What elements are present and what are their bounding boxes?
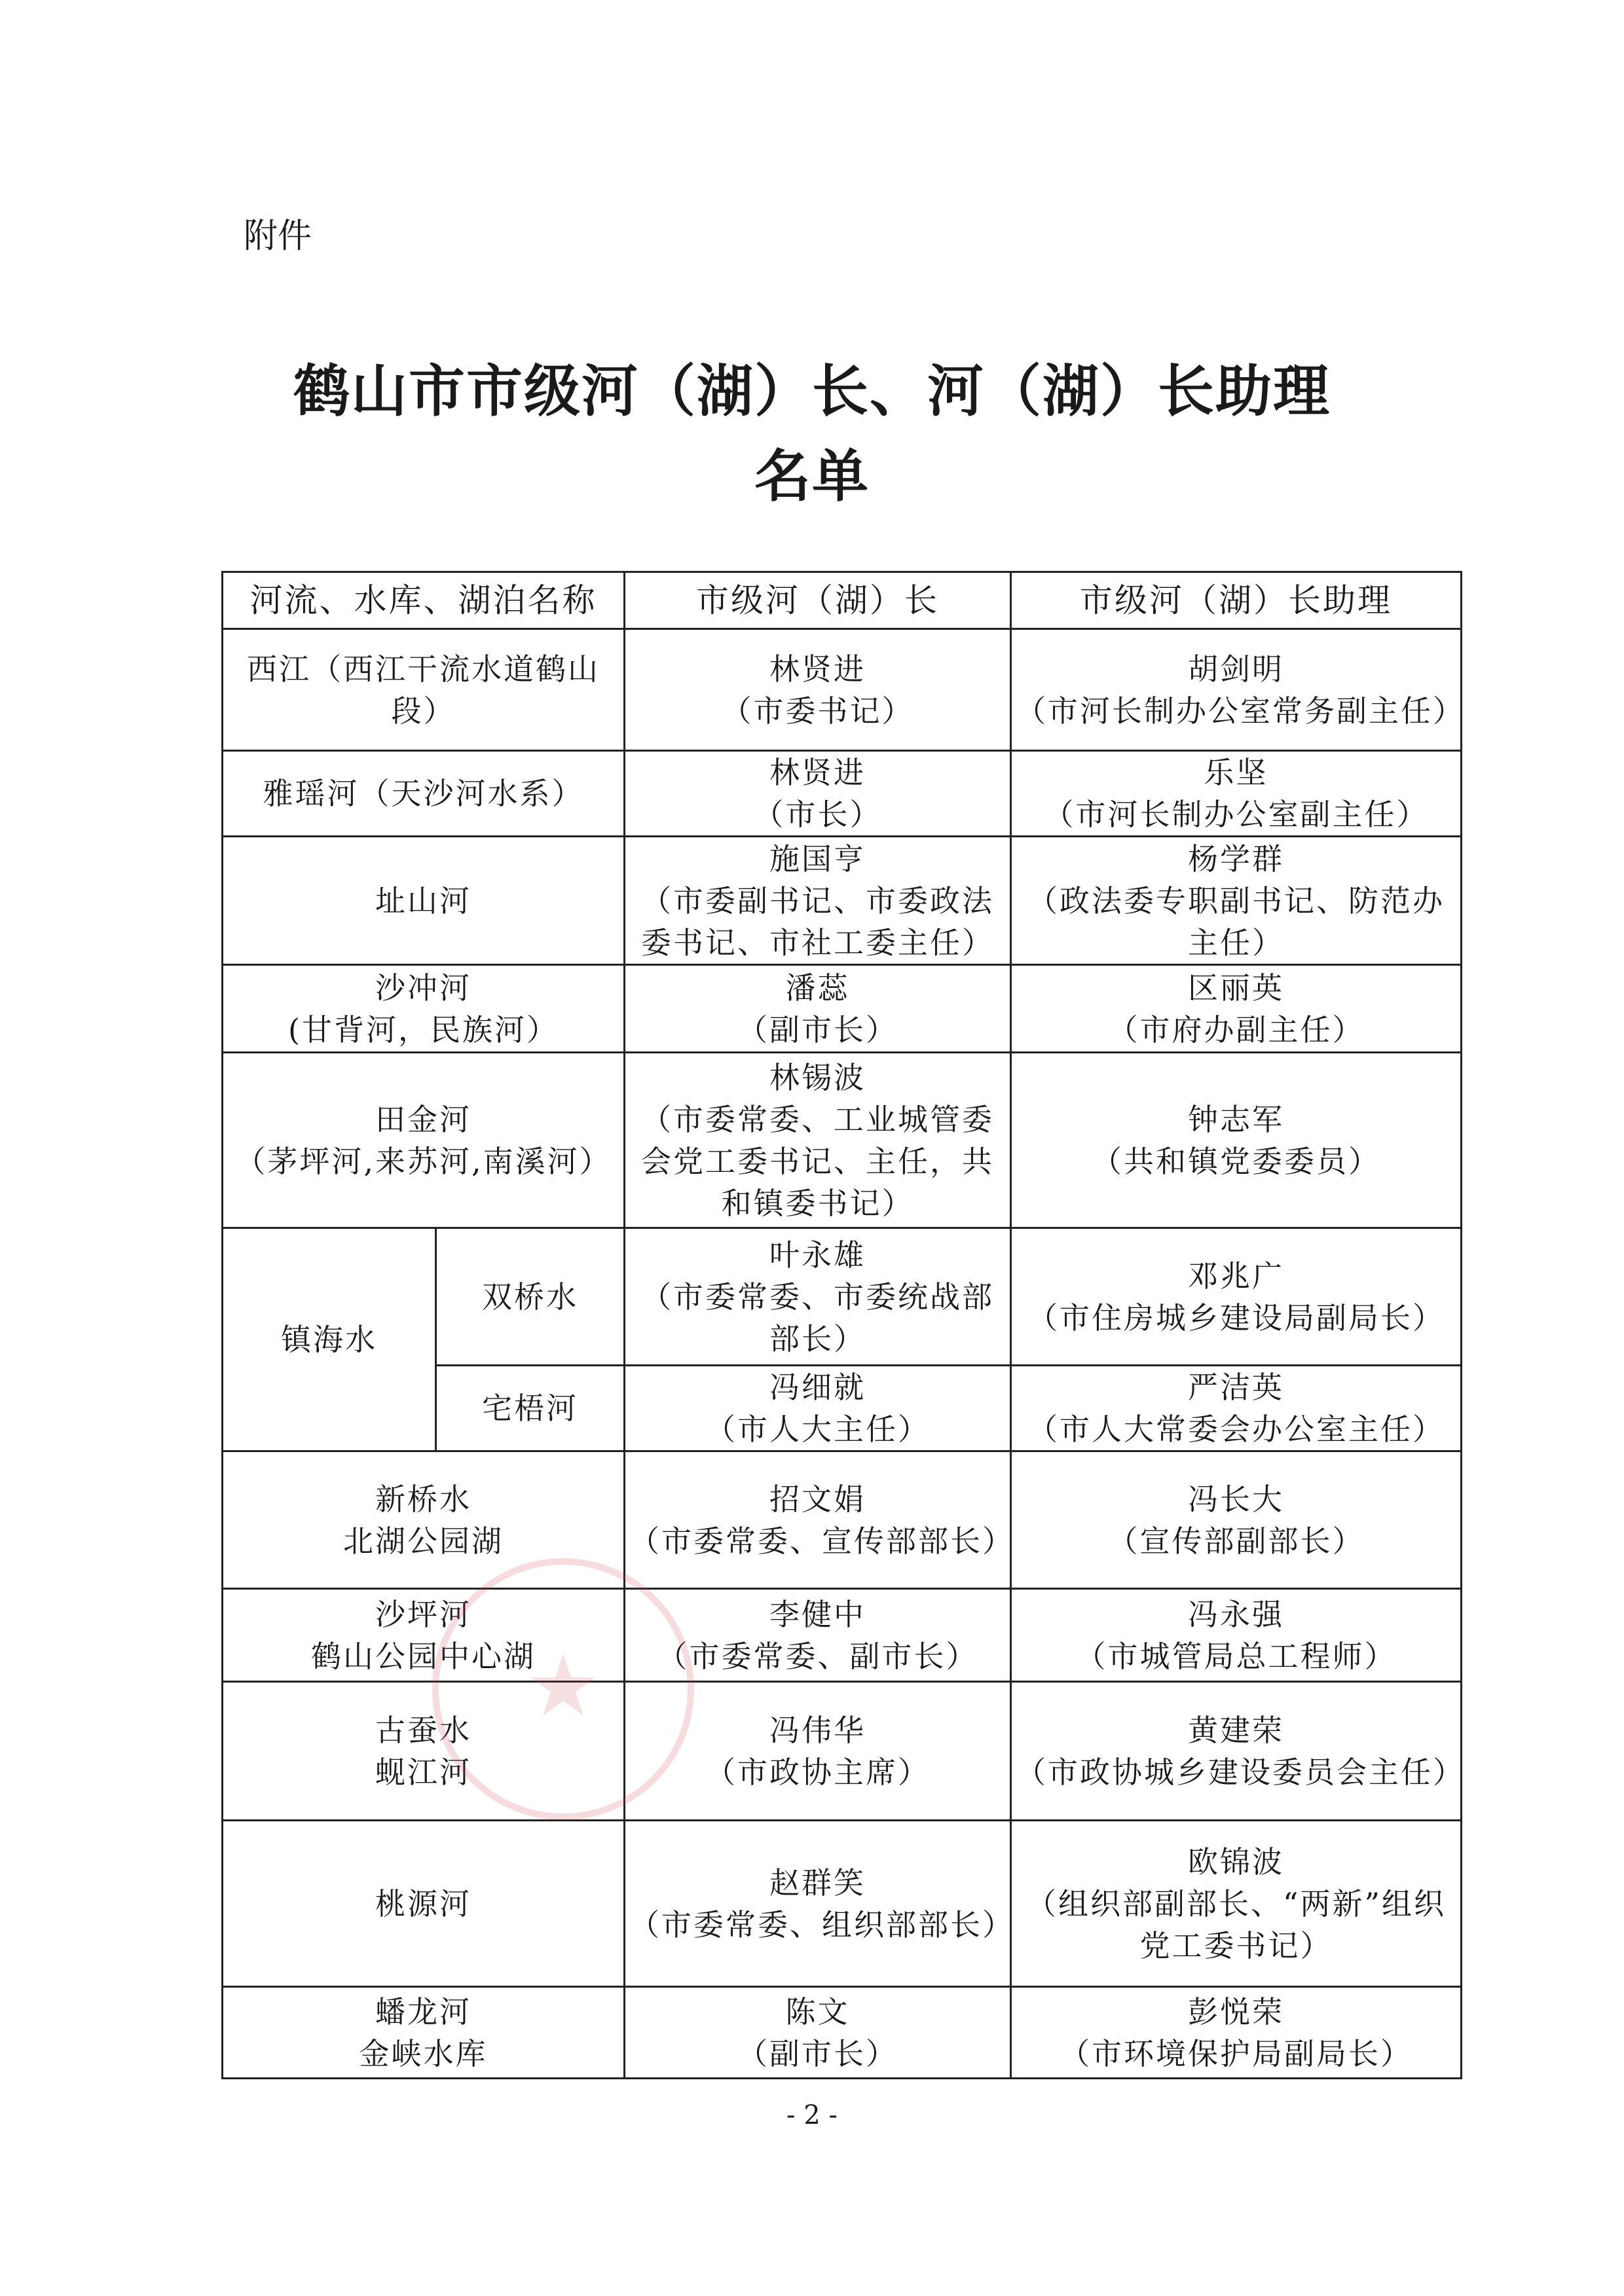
water-name: 蟠龙河 [375, 1994, 471, 2030]
assistant-name: 黄建荣 [1188, 1712, 1284, 1748]
water-name-cell [436, 1366, 625, 1451]
assistant-cell [1011, 1366, 1462, 1451]
water-name: 雅瑶河（天沙河水系） [263, 776, 584, 811]
water-name: 古蚕水 [375, 1712, 471, 1748]
table-header-row [223, 572, 1462, 629]
assistant-cell [1011, 629, 1465, 751]
chief-role: （市委常委、工业城管委会党工委书记、主任，共和镇委书记） [641, 1101, 994, 1221]
chief-cell [625, 1451, 1014, 1589]
assistant-name: 钟志军 [1188, 1101, 1284, 1137]
chief-name: 招文娟 [769, 1481, 866, 1517]
chief-role: （市人大主任） [705, 1412, 930, 1447]
water-group-cell [223, 1228, 436, 1451]
chief-role: （市委副书记、市委政法委书记、市社工委主任） [641, 883, 994, 960]
assistant-cell [1011, 1451, 1462, 1589]
header-chief-assistant: 市级河（湖）长助理 [1011, 572, 1462, 629]
assistant-name: 区丽英 [1188, 970, 1284, 1006]
chief-cell [625, 751, 1011, 837]
assistant-cell [1011, 751, 1462, 837]
assistant-role: （市人大常委会办公室主任） [1027, 1412, 1445, 1447]
water-name: 宅梧河 [482, 1391, 578, 1426]
assistant-role: （市政协城乡建设委员会主任） [1016, 1754, 1465, 1790]
chief-name: 林锡波 [769, 1059, 866, 1095]
assistant-name: 欧锦波 [1188, 1844, 1284, 1880]
header-water-name: 河流、水库、湖泊名称 [223, 572, 625, 629]
assistant-cell [1011, 1053, 1462, 1228]
document-title-line2: 名单 [754, 444, 870, 509]
chief-role: （副市长） [737, 1011, 898, 1048]
water-name-cell [223, 1589, 625, 1682]
chief-role: （市政协主席） [705, 1754, 930, 1790]
assistant-role: （市河长制办公室副主任） [1043, 797, 1429, 832]
assistant-name: 杨学群 [1188, 841, 1284, 877]
water-name-cell [223, 1451, 625, 1589]
water-name-sub: (甘背河，民族河） [288, 1011, 559, 1048]
table-row [223, 629, 1462, 751]
assistant-cell [1011, 1228, 1462, 1366]
assistant-role: （市府办副主任） [1107, 1011, 1365, 1048]
assistant-role: （政法委专职副书记、防范办主任） [1027, 883, 1445, 960]
chief-name: 陈文 [785, 1994, 850, 2030]
chief-name: 冯伟华 [769, 1712, 866, 1748]
water-name-sub: 鹤山公园中心湖 [311, 1638, 536, 1674]
chief-cell [625, 1682, 1011, 1821]
water-name-cell [223, 751, 625, 837]
assistant-name: 彭悦荣 [1188, 1994, 1284, 2030]
table-row [223, 1053, 1462, 1228]
water-name-sub: （茅坪河,来苏河,南溪河） [235, 1143, 612, 1179]
water-name: 址山河 [375, 883, 471, 919]
assistant-name: 严洁英 [1188, 1370, 1284, 1405]
water-name: 新桥水 [375, 1481, 471, 1517]
assistant-role: （市城管局总工程师） [1075, 1638, 1397, 1674]
table-row [223, 1228, 1462, 1366]
chief-name: 潘蕊 [785, 970, 850, 1006]
water-name: 田金河 [375, 1101, 471, 1137]
water-name: 沙坪河 [375, 1596, 471, 1632]
table-row [223, 1589, 1462, 1682]
chief-cell [625, 1589, 1011, 1682]
assistant-name: 邓兆广 [1188, 1258, 1284, 1294]
chief-role: （市委常委、宣传部部长） [629, 1523, 1014, 1559]
chief-name: 李健中 [769, 1596, 866, 1632]
chief-name: 施国亨 [769, 841, 866, 877]
water-name: 桃源河 [375, 1886, 471, 1922]
water-group-name: 镇海水 [281, 1322, 377, 1357]
water-name-cell [223, 629, 625, 751]
chief-cell [625, 965, 1011, 1053]
chief-role: （副市长） [737, 2035, 898, 2071]
table-row [223, 751, 1462, 837]
water-name: 西江（西江干流水道鹤山段） [247, 651, 600, 729]
water-name-sub: 蚬江河 [375, 1754, 471, 1790]
assistant-cell [1011, 1821, 1462, 1987]
table-row [223, 1682, 1462, 1821]
assistant-name: 冯长大 [1188, 1481, 1284, 1517]
document-title: 鹤山市市级河（湖）长、河（湖）长助理 [293, 359, 1331, 424]
chief-cell [625, 1987, 1011, 2079]
water-name: 沙冲河 [375, 970, 471, 1006]
water-name-cell [223, 1821, 625, 1987]
chief-cell [625, 629, 1011, 751]
water-name-cell [223, 1682, 625, 1821]
page-number: - 2 - [786, 2100, 838, 2130]
water-name-sub: 北湖公园湖 [343, 1523, 504, 1559]
assistant-role: （市住房城乡建设局副局长） [1027, 1300, 1445, 1336]
chief-cell [625, 837, 1011, 965]
chief-role: （市委常委、市委统战部部长） [641, 1279, 994, 1357]
table-row [223, 1987, 1462, 2079]
chief-name: 林贤进 [769, 755, 866, 790]
assistant-cell [1011, 1589, 1462, 1682]
chief-name: 冯细就 [769, 1370, 866, 1405]
chief-cell [625, 1366, 1011, 1451]
table-row [223, 1451, 1462, 1589]
header-river-chief: 市级河（湖）长 [625, 572, 1011, 629]
water-name-cell [436, 1228, 625, 1366]
river-chief-table [221, 571, 1465, 2079]
water-name-sub: 金峡水库 [359, 2035, 488, 2071]
table-row [223, 1821, 1462, 1987]
chief-role: （市委常委、副市长） [657, 1638, 978, 1674]
assistant-cell [1011, 1682, 1465, 1821]
water-name-cell [223, 1987, 625, 2079]
water-name-cell [223, 1053, 625, 1228]
table-row [223, 837, 1462, 965]
chief-cell [625, 1053, 1011, 1228]
chief-cell [625, 1228, 1011, 1366]
assistant-role: （共和镇党委委员） [1092, 1143, 1380, 1179]
assistant-cell [1011, 965, 1462, 1053]
assistant-role: （组织部副部长、“两新”组织党工委书记） [1025, 1886, 1447, 1963]
table-row [223, 965, 1462, 1053]
water-name-cell [223, 837, 625, 965]
assistant-cell [1011, 837, 1462, 965]
water-name: 双桥水 [482, 1279, 578, 1315]
seal-star-icon: ★ [525, 1636, 602, 1736]
chief-name: 叶永雄 [769, 1237, 866, 1273]
chief-role: （市委常委、组织部部长） [629, 1906, 1014, 1942]
assistant-role: （宣传部副部长） [1107, 1523, 1365, 1559]
attachment-label: 附件 [244, 217, 312, 256]
water-name-cell [223, 965, 625, 1053]
chief-cell [625, 1821, 1014, 1987]
chief-role: （市长） [753, 797, 882, 832]
chief-name: 林贤进 [769, 651, 866, 687]
assistant-role: （市环境保护局副局长） [1060, 2035, 1412, 2071]
assistant-name: 胡剑明 [1188, 651, 1284, 687]
chief-name: 赵群笑 [769, 1865, 866, 1901]
chief-role: （市委书记） [721, 693, 914, 729]
assistant-name: 乐坚 [1204, 755, 1268, 790]
assistant-role: （市河长制办公室常务副主任） [1016, 693, 1465, 729]
assistant-cell [1011, 1987, 1462, 2079]
assistant-name: 冯永强 [1188, 1596, 1284, 1632]
